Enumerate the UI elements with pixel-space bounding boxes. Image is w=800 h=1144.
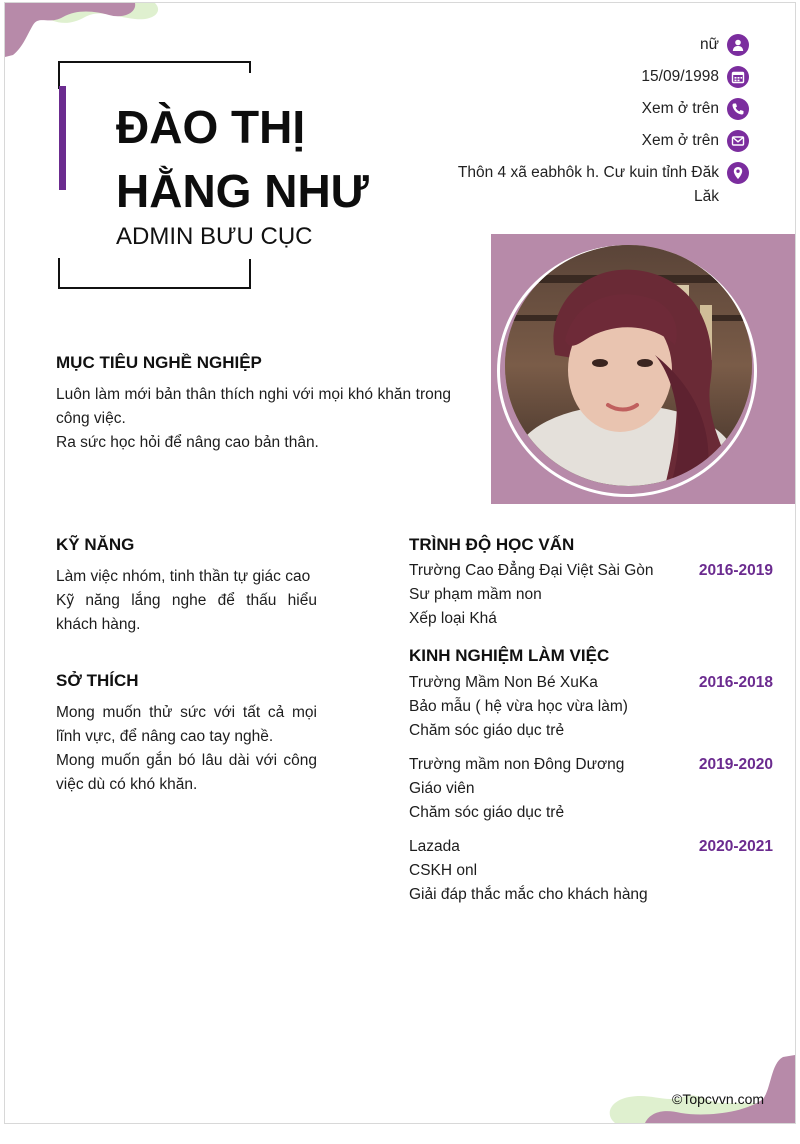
job-role: Bảo mẫu ( hệ vừa học vừa làm) [409, 698, 628, 715]
gender-text: nữ [700, 36, 719, 53]
bottom-right-decoration [595, 1053, 795, 1123]
experience-title: KINH NGHIỆM LÀM VIỆC [409, 646, 610, 665]
calendar-icon [727, 66, 749, 88]
skill-line: Kỹ năng lắng nghe để thấu hiểu khách hàng. [56, 592, 317, 633]
objective-title: MỤC TIÊU NGHỀ NGHIỆP [56, 353, 262, 372]
contact-birthday [641, 65, 749, 89]
hobbies-title: SỞ THÍCH [56, 671, 139, 690]
job-role: CSKH onl [409, 862, 478, 879]
education-years: 2016-2019 [698, 562, 773, 579]
frame-right-line [249, 259, 251, 289]
objective-line: Ra sức học hỏi để nâng cao bản thân. [56, 434, 319, 451]
job-years: 2020-2021 [698, 838, 773, 855]
job-desc: Chăm sóc giáo dục trẻ [409, 722, 565, 739]
skill-line: Làm việc nhóm, tinh thần tự giác cao [56, 568, 311, 585]
education-school: Trường Cao Đẳng Đại Việt Sài Gòn [409, 562, 654, 579]
map-pin-icon [727, 162, 749, 184]
hobbies-text [56, 701, 317, 797]
skills-title: KỸ NĂNG [56, 535, 135, 554]
copyright-text: ©Topcvvn.com [672, 1091, 765, 1107]
job-company: Lazada [409, 838, 460, 855]
frame-left-line [58, 61, 60, 89]
job-role: Giáo viên [409, 780, 475, 797]
contact-phone [642, 97, 749, 121]
frame-left-line [58, 258, 60, 289]
job-company: Trường Mầm Non Bé XuKa [409, 674, 598, 691]
frame-bottom-line [58, 287, 251, 289]
hobby-line: Mong muốn thử sức với tất cả mọi lĩnh vực, để nâng cao tay nghề. [56, 704, 317, 745]
full-name: ĐÀO THỊ HẰNG NHƯ [116, 101, 369, 217]
job-desc: Giải đáp thắc mắc cho khách hàng [409, 886, 648, 903]
education-major: Sư phạm mầm non [409, 586, 542, 603]
person-icon [727, 34, 749, 56]
cv-page [4, 2, 796, 1124]
skills-text [56, 565, 317, 637]
education-title: TRÌNH ĐỘ HỌC VẤN [409, 535, 575, 554]
phone-text: Xem ở trên [641, 100, 719, 117]
top-left-decoration [5, 3, 175, 63]
job-years: 2019-2020 [698, 756, 773, 773]
accent-bar [59, 86, 66, 190]
objective-text [56, 383, 451, 455]
job-company: Trường mầm non Đông Dương [409, 756, 625, 773]
email-text: Xem ở trên [641, 132, 719, 149]
hobby-line: Mong muốn gắn bó lâu dài với công việc dù có khó khăn. [56, 752, 317, 793]
objective-line: Luôn làm mới bản thân thích nghi với mọi khó khăn trong công việc. [56, 386, 451, 427]
contact-email [642, 129, 749, 153]
birthday-text: 15/09/1998 [641, 68, 719, 85]
address-text: Thôn 4 xã eabhôk h. Cư kuin tỉnh Đăk Lăk [457, 164, 719, 205]
job-title: ADMIN BƯU CỤC [116, 223, 313, 250]
frame-top-line [58, 61, 251, 63]
profile-photo [505, 245, 752, 486]
frame-right-line [249, 61, 251, 73]
job-desc: Chăm sóc giáo dục trẻ [409, 804, 565, 821]
envelope-icon [727, 130, 749, 152]
job-years: 2016-2018 [698, 674, 773, 691]
phone-icon [727, 98, 749, 120]
education-grade: Xếp loại Khá [409, 610, 497, 627]
contact-gender [700, 33, 749, 57]
contact-address [449, 161, 749, 209]
